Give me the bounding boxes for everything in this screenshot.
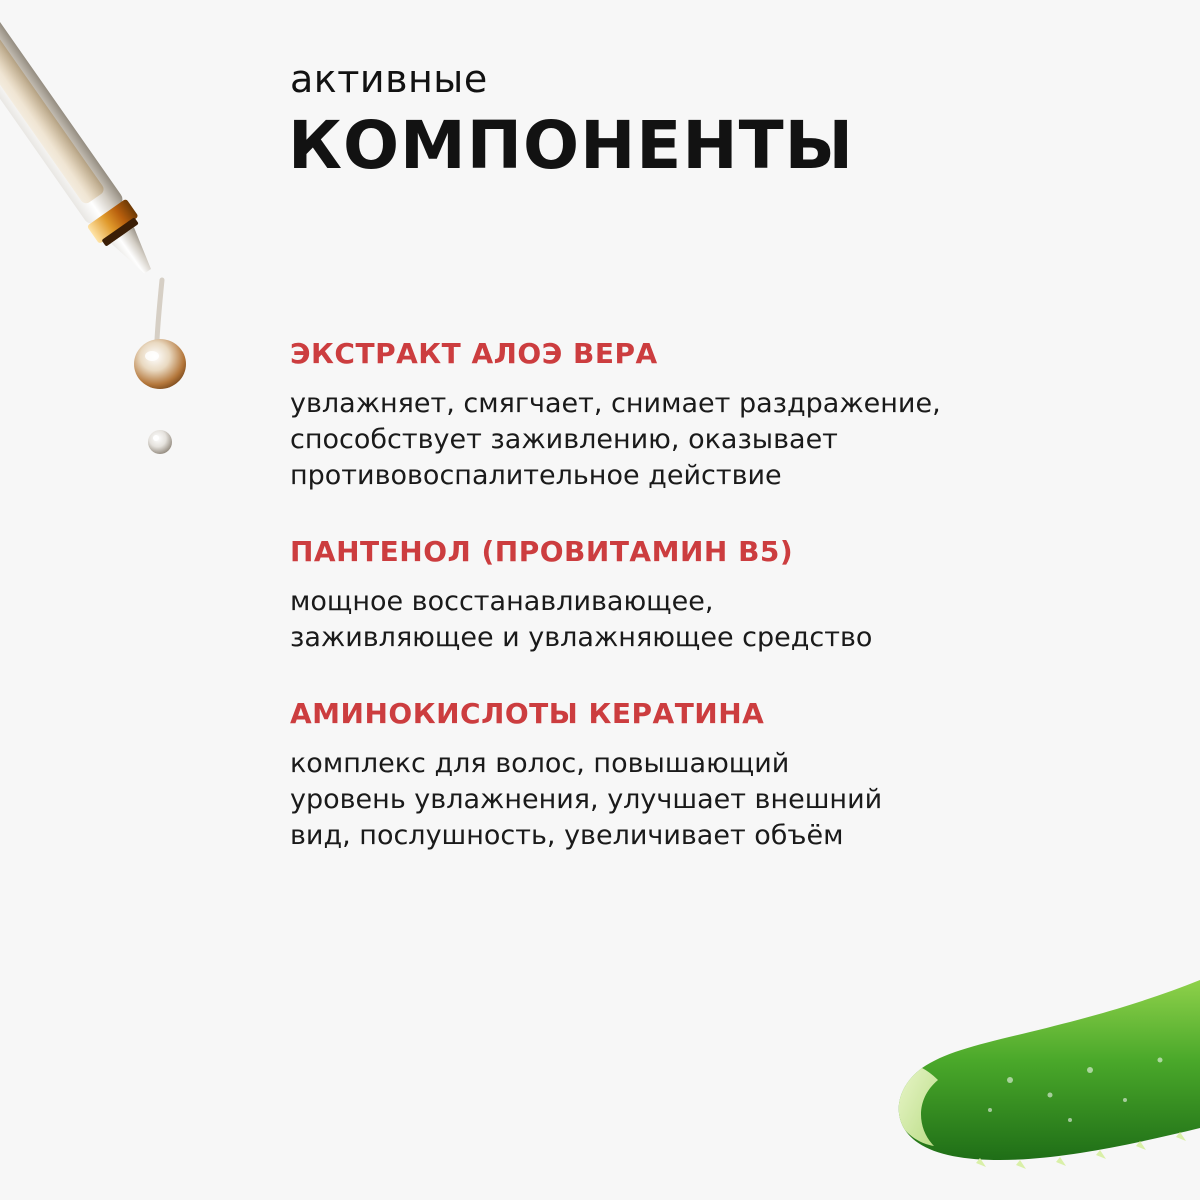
description-line: вид, послушность, увеличивает объём — [290, 820, 844, 851]
description-line: увлажняет, смягчает, снимает раздражение, — [290, 388, 941, 419]
dropper-pipette-image — [0, 0, 220, 480]
heading-title: КОМПОНЕНТЫ — [288, 107, 855, 184]
component-title: ПАНТЕНОЛ (ПРОВИТАМИН B5) — [290, 535, 794, 568]
description-line: мощное восстанавливающее, — [290, 586, 714, 617]
component-aloe — [290, 334, 1010, 494]
components-list — [290, 334, 1010, 854]
component-panthenol — [290, 532, 1010, 656]
component-keratin — [290, 694, 1010, 854]
description-line: противовоспалительное действие — [290, 460, 782, 491]
aloe-leaf-image — [860, 960, 1200, 1200]
component-description — [290, 386, 1010, 494]
description-line: заживляющее и увлажняющее средство — [290, 622, 873, 653]
component-title: ЭКСТРАКТ АЛОЭ ВЕРА — [290, 337, 658, 370]
description-line: комплекс для волос, повышающий — [290, 748, 790, 779]
component-description — [290, 584, 1010, 656]
description-line: уровень увлажнения, улучшает внешний — [290, 784, 883, 815]
component-title: АМИНОКИСЛОТЫ КЕРАТИНА — [290, 697, 765, 730]
component-description — [290, 746, 1010, 854]
description-line: способствует заживлению, оказывает — [290, 424, 838, 455]
heading-subtitle: активные — [290, 57, 488, 101]
